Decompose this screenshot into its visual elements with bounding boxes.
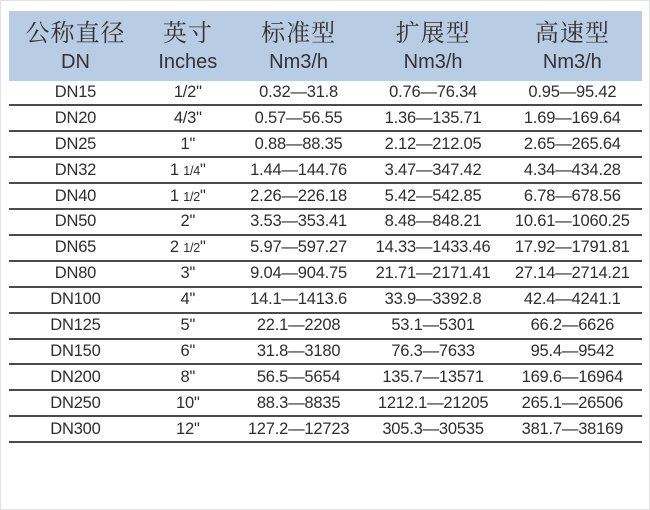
table-row [9, 157, 642, 183]
cell-extended: 76.3—7633 [363, 339, 502, 365]
cell-extended: 135.7—13571 [363, 364, 502, 390]
cell-inches: 2 1/2" [142, 235, 234, 261]
cell-dn: DN100 [9, 287, 142, 313]
cell-dn: DN25 [9, 131, 142, 157]
column-title: 标准型 [261, 20, 337, 47]
cell-dn: DN125 [9, 313, 142, 339]
table-row [9, 339, 642, 365]
cell-dn: DN300 [9, 416, 142, 442]
cell-inches: 1 1/2" [142, 183, 234, 209]
cell-high-speed: 2.65—265.64 [503, 131, 642, 157]
cell-standard: 3.53—353.41 [234, 209, 364, 235]
cell-standard: 1.44—144.76 [234, 157, 364, 183]
cell-high-speed: 42.4—4241.1 [503, 287, 642, 313]
cell-inches: 1" [142, 131, 234, 157]
cell-inches: 4/3" [142, 105, 234, 131]
cell-extended: 0.76—76.34 [363, 81, 502, 106]
table-row [9, 364, 642, 390]
cell-standard: 31.8—3180 [234, 339, 364, 365]
column-header-standard [234, 11, 364, 81]
cell-inches: 8" [142, 364, 234, 390]
table-header [9, 11, 642, 81]
cell-extended: 2.12—212.05 [363, 131, 502, 157]
cell-standard: 14.1—1413.6 [234, 287, 364, 313]
cell-high-speed: 1.69—169.64 [503, 105, 642, 131]
cell-standard: 22.1—2208 [234, 313, 364, 339]
header-row [9, 11, 642, 81]
cell-standard: 127.2—12723 [234, 416, 364, 442]
cell-extended: 53.1—5301 [363, 313, 502, 339]
cell-extended: 14.33—1433.46 [363, 235, 502, 261]
cell-dn: DN40 [9, 183, 142, 209]
cell-high-speed: 10.61—1060.25 [503, 209, 642, 235]
table-row [9, 131, 642, 157]
cell-dn: DN32 [9, 157, 142, 183]
cell-standard: 56.5—5654 [234, 364, 364, 390]
cell-dn: DN250 [9, 390, 142, 416]
column-header-dn [9, 11, 142, 81]
cell-high-speed: 265.1—26506 [503, 390, 642, 416]
cell-high-speed: 4.34—434.28 [503, 157, 642, 183]
cell-inches: 12" [142, 416, 234, 442]
table-row [9, 105, 642, 131]
cell-extended: 3.47—347.42 [363, 157, 502, 183]
column-subtitle: Nm3/h [542, 50, 602, 73]
cell-extended: 21.71—2171.41 [363, 261, 502, 287]
column-title: 高速型 [534, 20, 610, 47]
cell-dn: DN65 [9, 235, 142, 261]
column-title: 扩展型 [395, 20, 471, 47]
table-row [9, 416, 642, 442]
column-header-extended [363, 11, 502, 81]
cell-high-speed: 66.2—6626 [503, 313, 642, 339]
cell-high-speed: 381.7—38169 [503, 416, 642, 442]
cell-dn: DN50 [9, 209, 142, 235]
cell-dn: DN15 [9, 81, 142, 106]
cell-inches: 2" [142, 209, 234, 235]
table-row [9, 81, 642, 106]
cell-extended: 5.42—542.85 [363, 183, 502, 209]
cell-extended: 33.9—3392.8 [363, 287, 502, 313]
column-subtitle: DN [61, 50, 90, 73]
cell-inches: 1 1/4" [142, 157, 234, 183]
table-row [9, 313, 642, 339]
cell-standard: 2.26—226.18 [234, 183, 364, 209]
cell-extended: 1212.1—21205 [363, 390, 502, 416]
column-subtitle: Inches [158, 50, 218, 73]
cell-extended: 8.48—848.21 [363, 209, 502, 235]
cell-standard: 9.04—904.75 [234, 261, 364, 287]
table-row [9, 287, 642, 313]
cell-inches: 3" [142, 261, 234, 287]
cell-standard: 88.3—8835 [234, 390, 364, 416]
cell-standard: 0.88—88.35 [234, 131, 364, 157]
table-row [9, 261, 642, 287]
cell-high-speed: 27.14—2714.21 [503, 261, 642, 287]
cell-standard: 0.32—31.8 [234, 81, 364, 106]
cell-high-speed: 0.95—95.42 [503, 81, 642, 106]
cell-extended: 305.3—30535 [363, 416, 502, 442]
table-body [9, 81, 642, 442]
table-row [9, 235, 642, 261]
spec-table-container [9, 11, 641, 443]
column-subtitle: Nm3/h [269, 50, 329, 73]
table-row [9, 183, 642, 209]
column-header-high-speed [503, 11, 642, 81]
cell-high-speed: 17.92—1791.81 [503, 235, 642, 261]
column-title: 英寸 [162, 20, 213, 47]
column-title: 公称直径 [25, 20, 126, 47]
column-subtitle: Nm3/h [403, 50, 463, 73]
cell-inches: 1/2" [142, 81, 234, 106]
cell-dn: DN80 [9, 261, 142, 287]
cell-dn: DN150 [9, 339, 142, 365]
column-header-inches [142, 11, 234, 81]
cell-standard: 5.97—597.27 [234, 235, 364, 261]
cell-dn: DN20 [9, 105, 142, 131]
cell-inches: 6" [142, 339, 234, 365]
cell-high-speed: 6.78—678.56 [503, 183, 642, 209]
cell-high-speed: 95.4—9542 [503, 339, 642, 365]
cell-inches: 4" [142, 287, 234, 313]
cell-standard: 0.57—56.55 [234, 105, 364, 131]
table-row [9, 209, 642, 235]
flow-spec-table [9, 11, 642, 443]
cell-inches: 5" [142, 313, 234, 339]
cell-high-speed: 169.6—16964 [503, 364, 642, 390]
cell-extended: 1.36—135.71 [363, 105, 502, 131]
cell-dn: DN200 [9, 364, 142, 390]
table-row [9, 390, 642, 416]
cell-inches: 10" [142, 390, 234, 416]
